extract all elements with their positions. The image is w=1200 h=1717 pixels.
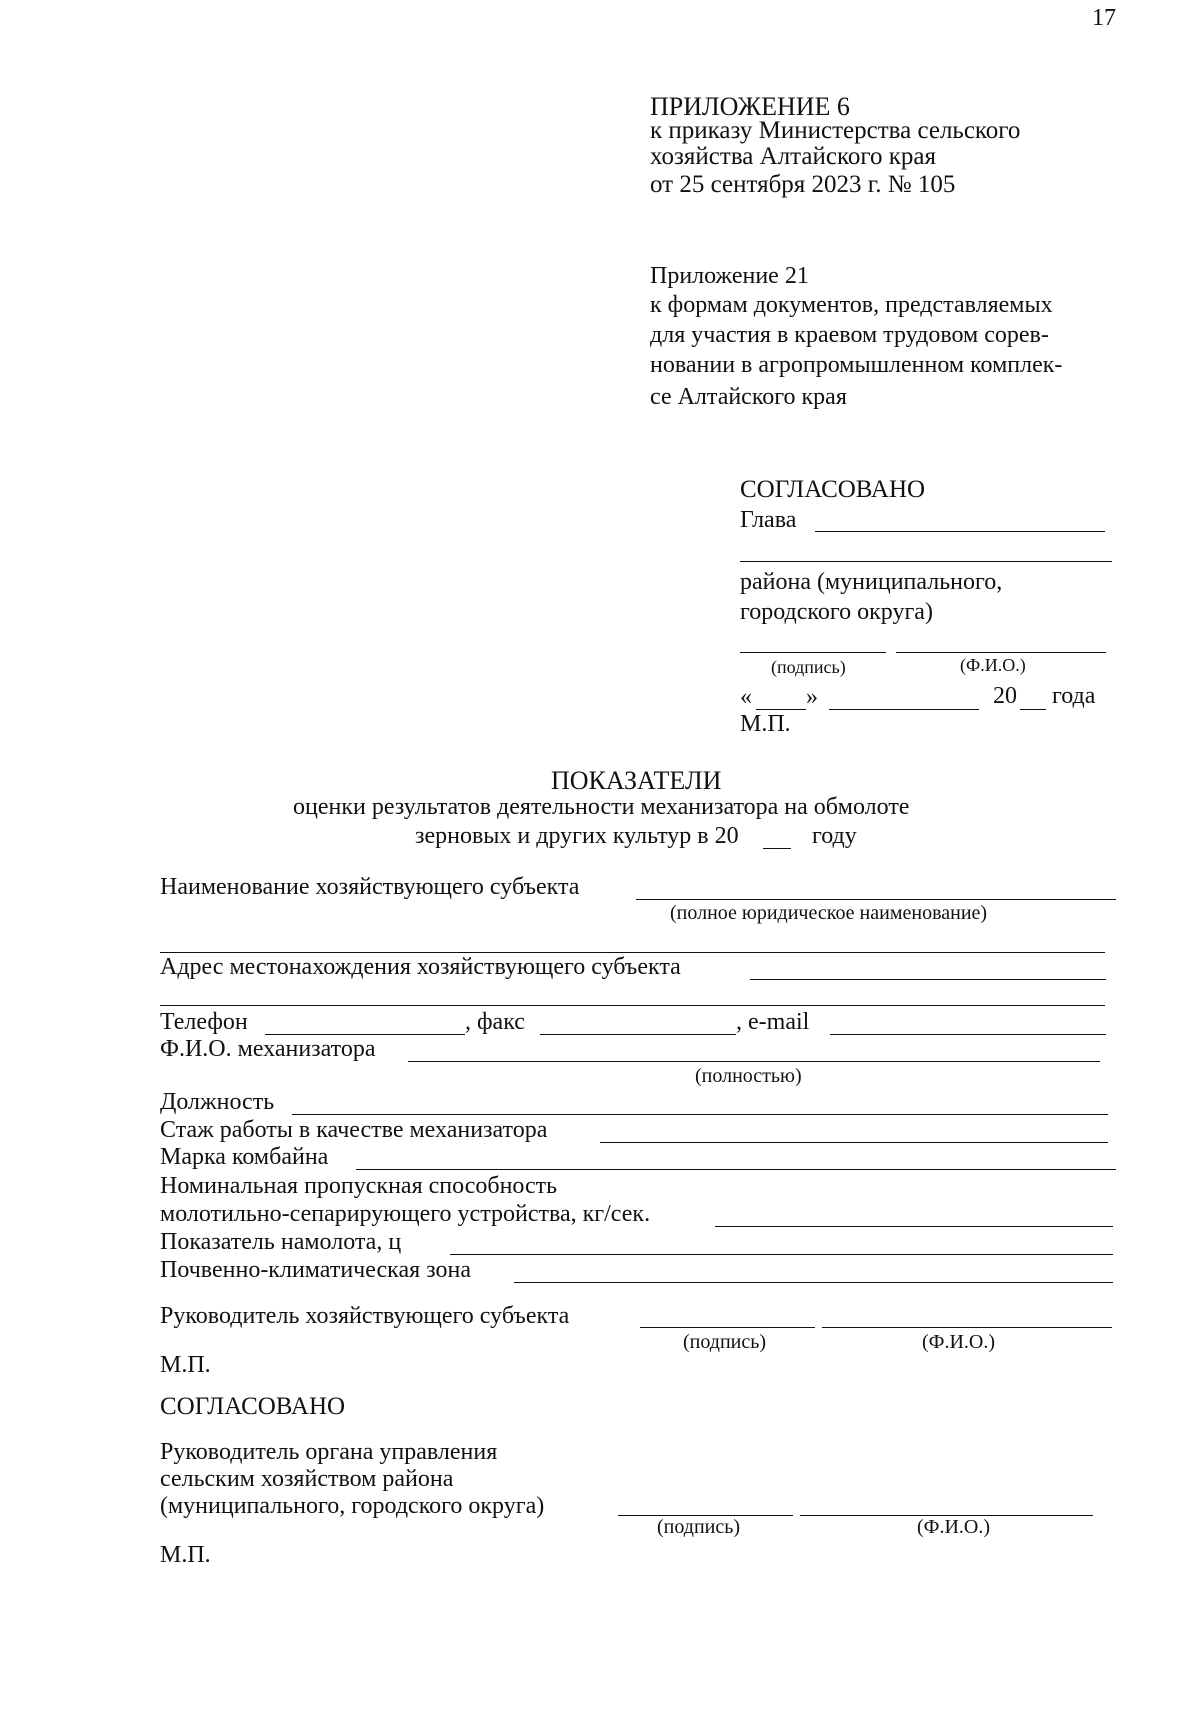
year-prefix: 20 xyxy=(993,683,1017,709)
agency-name-caption: (Ф.И.О.) xyxy=(917,1516,991,1538)
operator-name-caption: (полностью) xyxy=(695,1065,802,1087)
agency-signature-caption: (подпись) xyxy=(657,1516,741,1538)
signature-line[interactable] xyxy=(740,652,886,653)
soil-zone-field[interactable] xyxy=(514,1282,1113,1283)
entity-head-seal: М.П. xyxy=(160,1352,211,1378)
head-name-line[interactable] xyxy=(815,531,1105,532)
agency-approval-title: СОГЛАСОВАНО xyxy=(160,1393,346,1420)
address-label: Адрес местонахождения хозяйствующего субъекта xyxy=(160,954,681,980)
email-label: , e-mail xyxy=(736,1009,810,1035)
date-open-quote: « xyxy=(740,684,752,710)
entity-name-label: Наименование хозяйствующего субъекта xyxy=(160,874,580,900)
document-subtitle-suffix: году xyxy=(812,823,857,849)
entity-head-label: Руководитель хозяйствующего субъекта xyxy=(160,1303,570,1329)
entity-head-signature-caption: (подпись) xyxy=(683,1331,767,1353)
position-field[interactable] xyxy=(292,1114,1108,1115)
address-field-continued[interactable] xyxy=(160,1005,1105,1006)
date-day-line[interactable] xyxy=(756,709,806,710)
district-label: района (муниципального, xyxy=(740,569,1003,595)
appendix-line: к приказу Министерства сельского xyxy=(650,117,1021,144)
soil-zone-label: Почвенно-климатическая зона xyxy=(160,1257,471,1283)
threshing-field[interactable] xyxy=(450,1254,1113,1255)
phone-label: Телефон xyxy=(160,1009,248,1035)
address-field[interactable] xyxy=(750,979,1106,980)
experience-field[interactable] xyxy=(600,1142,1108,1143)
name-caption: (Ф.И.О.) xyxy=(960,655,1026,675)
document-heading: ПОКАЗАТЕЛИ xyxy=(551,766,722,795)
combine-label: Марка комбайна xyxy=(160,1144,329,1170)
entity-head-name-caption: (Ф.И.О.) xyxy=(922,1331,996,1353)
head-label: Глава xyxy=(740,507,797,533)
capacity-label: Номинальная пропускная способность xyxy=(160,1173,558,1199)
capacity-label: молотильно-сепарирующего устройства, кг/сек. xyxy=(160,1201,651,1227)
threshing-label: Показатель намолота, ц xyxy=(160,1229,402,1255)
sub-appendix-line: новании в агропромышленном комплек- xyxy=(650,352,1063,378)
entity-head-signature-line[interactable] xyxy=(640,1327,815,1328)
operator-name-label: Ф.И.О. механизатора xyxy=(160,1036,376,1062)
sub-appendix-line: к формам документов, представляемых xyxy=(650,292,1053,318)
phone-field[interactable] xyxy=(265,1034,465,1035)
entity-name-field-continued[interactable] xyxy=(160,952,1105,953)
sub-appendix-line: для участия в краевом трудовом сорев- xyxy=(650,322,1049,348)
year-line[interactable] xyxy=(1020,709,1046,710)
year-suffix: года xyxy=(1052,683,1096,709)
experience-label: Стаж работы в качестве механизатора xyxy=(160,1117,548,1143)
agency-head-label: сельским хозяйством района xyxy=(160,1466,454,1492)
sub-appendix-title: Приложение 21 xyxy=(650,263,809,289)
email-field[interactable] xyxy=(830,1034,1106,1035)
entity-head-name-line[interactable] xyxy=(822,1327,1112,1328)
capacity-field[interactable] xyxy=(715,1226,1113,1227)
document-subtitle: оценки результатов деятельности механизатора на обмолоте xyxy=(293,794,910,820)
agency-seal: М.П. xyxy=(160,1542,211,1568)
agency-head-label: (муниципального, городского округа) xyxy=(160,1493,545,1519)
sub-appendix-line: се Алтайского края xyxy=(650,384,847,410)
approval-title: СОГЛАСОВАНО xyxy=(740,476,926,503)
appendix-line: от 25 сентября 2023 г. № 105 xyxy=(650,171,956,198)
appendix-title: ПРИЛОЖЕНИЕ 6 xyxy=(650,92,850,121)
operator-name-field[interactable] xyxy=(408,1061,1100,1062)
entity-name-field[interactable] xyxy=(636,899,1116,900)
agency-head-label: Руководитель органа управления xyxy=(160,1439,498,1465)
position-label: Должность xyxy=(160,1089,275,1115)
page-number: 17 xyxy=(1092,5,1116,31)
date-month-line[interactable] xyxy=(829,709,979,710)
seal-mark: М.П. xyxy=(740,711,791,737)
appendix-line: хозяйства Алтайского края xyxy=(650,143,936,170)
district-name-line[interactable] xyxy=(740,561,1112,562)
entity-name-caption: (полное юридическое наименование) xyxy=(670,902,988,924)
district-label: городского округа) xyxy=(740,599,933,625)
document-subtitle: зерновых и других культур в 20 xyxy=(415,823,739,849)
date-close-quote: » xyxy=(806,684,818,710)
name-line[interactable] xyxy=(896,652,1106,653)
signature-caption: (подпись) xyxy=(771,657,846,677)
title-year-line[interactable] xyxy=(763,848,791,849)
fax-label: , факс xyxy=(465,1009,525,1035)
fax-field[interactable] xyxy=(540,1034,736,1035)
combine-field[interactable] xyxy=(356,1169,1116,1170)
